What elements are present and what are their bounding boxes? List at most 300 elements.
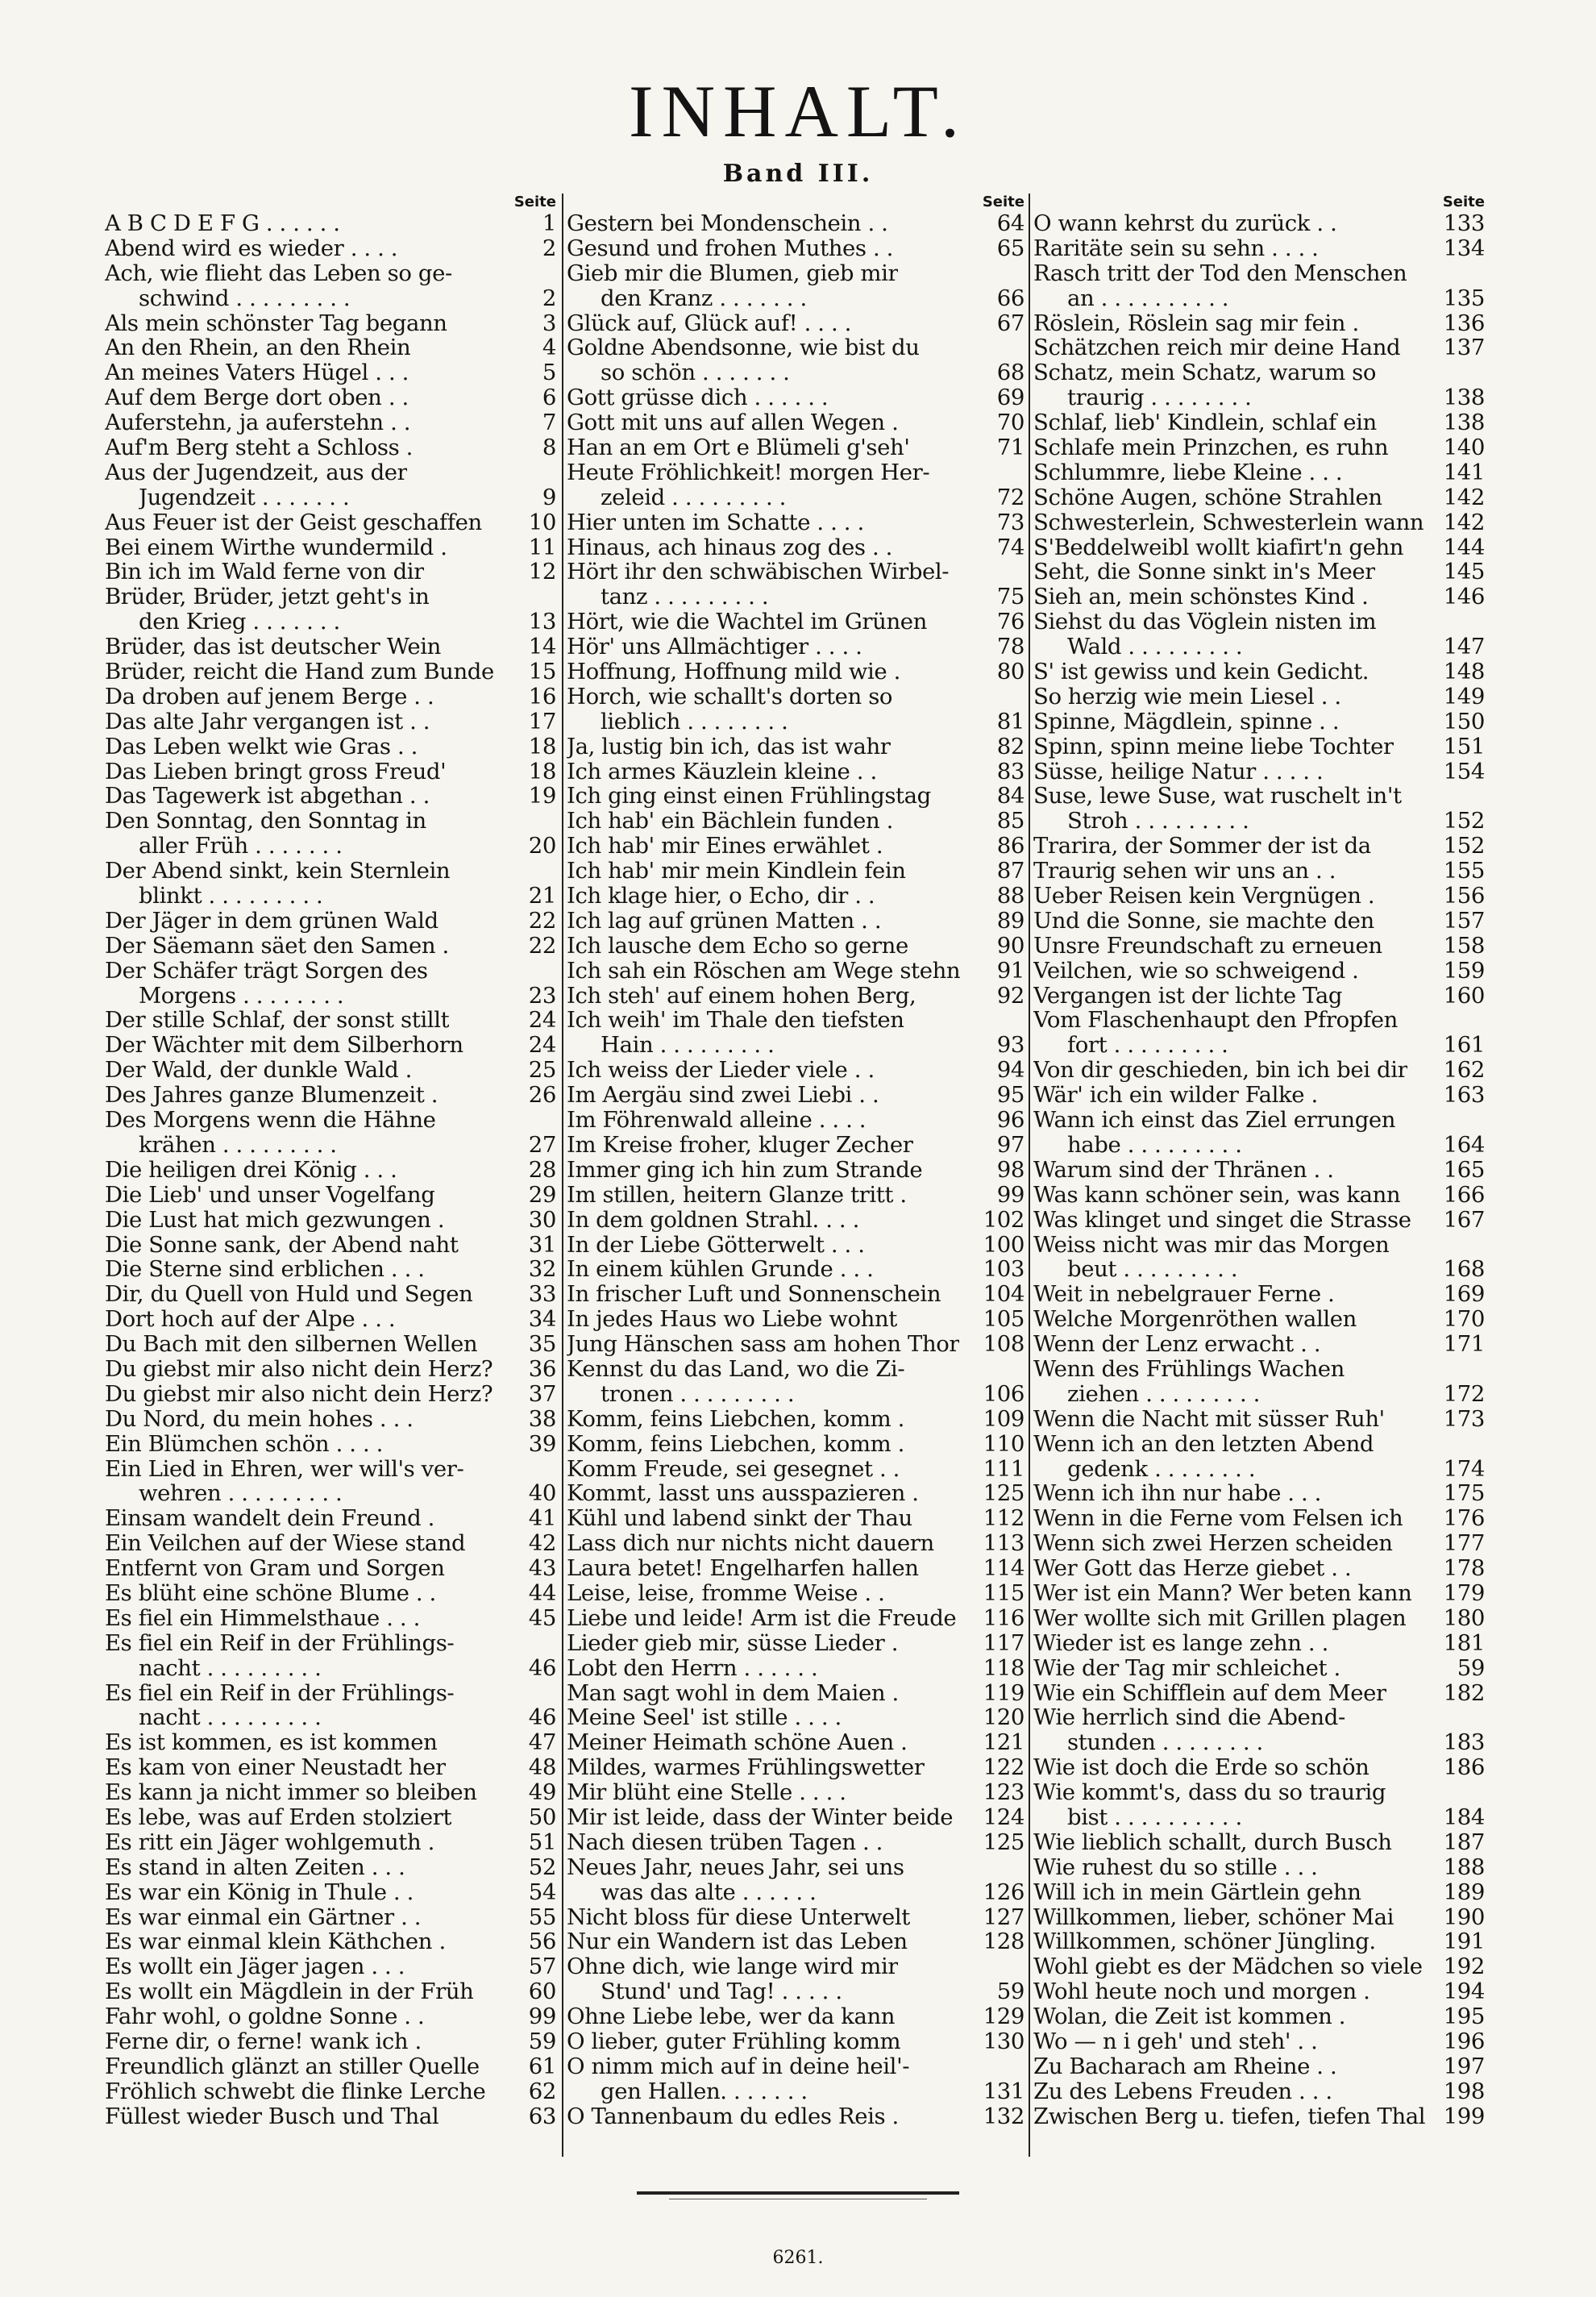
- index-entry: [567, 1481, 1025, 1506]
- entry-title: bist . . . . . . . . . .: [1067, 1805, 1242, 1830]
- index-entry: [567, 410, 1025, 435]
- entry-page-number: 41: [528, 1506, 556, 1532]
- entry-title: Der Schäfer trägt Sorgen des: [105, 958, 428, 984]
- entry-page-number: 46: [528, 1705, 556, 1731]
- entry-title: Es stand in alten Zeiten . . .: [105, 1854, 405, 1880]
- page-header-label: Seite: [982, 193, 1025, 210]
- index-entry: [567, 485, 1025, 510]
- entry-page-number: 147: [1443, 635, 1485, 660]
- entry-title: Es war einmal ein Gärtner . .: [105, 1904, 422, 1930]
- entry-title: Wer Gott das Herze giebet . .: [1033, 1556, 1352, 1581]
- entry-page-number: 191: [1443, 1929, 1485, 1955]
- entry-title: Zwischen Berg u. tiefen, tiefen Thal: [1033, 2104, 1426, 2129]
- entry-page-number: 16: [528, 684, 556, 709]
- entry-page-number: 162: [1443, 1058, 1485, 1084]
- entry-page-number: 67: [996, 310, 1025, 336]
- entry-page-number: 49: [528, 1780, 556, 1805]
- entry-page-number: 32: [528, 1257, 556, 1283]
- index-entry: [105, 1730, 556, 1755]
- index-entry: [1033, 1506, 1485, 1531]
- entry-page-number: 130: [983, 2029, 1025, 2054]
- index-entry: [1033, 1556, 1485, 1581]
- index-entry: [1033, 1282, 1485, 1307]
- index-entry: [1033, 311, 1485, 336]
- entry-title: Des Morgens wenn die Hähne: [105, 1108, 436, 1133]
- entry-page-number: 59: [528, 2029, 556, 2054]
- entry-page-number: 169: [1443, 1282, 1485, 1308]
- index-entry: [105, 236, 556, 261]
- index-entry: [567, 759, 1025, 784]
- entry-title: Man sagt wohl in dem Maien .: [567, 1680, 899, 1706]
- index-entry: [105, 1954, 556, 1979]
- index-entry: [567, 610, 1025, 635]
- index-entry: [567, 1880, 1025, 1905]
- entry-page-number: 175: [1443, 1481, 1485, 1507]
- index-entry: [567, 1556, 1025, 1581]
- entry-page-number: 125: [983, 1481, 1025, 1507]
- entry-page-number: 21: [528, 884, 556, 909]
- entry-title: Wenn des Frühlings Wachen: [1033, 1356, 1345, 1382]
- entry-title: Ach, wie flieht das Leben so ge-: [105, 260, 452, 286]
- entry-page-number: 75: [996, 585, 1025, 610]
- entry-title: Des Jahres ganze Blumenzeit .: [105, 1083, 438, 1109]
- entry-title: Ich hab' mir mein Kindlein fein: [567, 859, 906, 884]
- entry-page-number: 142: [1443, 485, 1485, 510]
- entry-title: Bei einem Wirthe wundermild .: [105, 535, 447, 560]
- index-entry: [105, 1681, 556, 1706]
- index-entry: [105, 360, 556, 385]
- entry-title: Im Aergäu sind zwei Liebi . .: [567, 1083, 879, 1109]
- index-entry: [105, 1457, 556, 1482]
- index-entry: [105, 1880, 556, 1905]
- entry-title: Ich sah ein Röschen am Wege stehn: [567, 958, 961, 984]
- index-entry: [1033, 734, 1485, 759]
- entry-title: Heute Fröhlichkeit! morgen Her-: [567, 460, 930, 485]
- entry-title: Der stille Schlaf, der sonst stillt: [105, 1008, 450, 1034]
- index-entry: [105, 261, 556, 286]
- index-entry: [1033, 335, 1485, 360]
- entry-page-number: 47: [528, 1730, 556, 1756]
- index-entry: [105, 485, 556, 510]
- entry-title: Die Lieb' und unser Vogelfang: [105, 1182, 435, 1208]
- entry-page-number: 31: [528, 1232, 556, 1258]
- entry-page-number: 19: [528, 784, 556, 809]
- entry-page-number: 195: [1443, 2004, 1485, 2030]
- entry-title: Röslein, Röslein sag mir fein .: [1033, 310, 1359, 336]
- index-entry: [567, 510, 1025, 535]
- index-entry: [1033, 1108, 1485, 1133]
- index-entry: [105, 1531, 556, 1556]
- index-entry: [567, 1531, 1025, 1556]
- entry-page-number: 97: [996, 1132, 1025, 1158]
- index-entry: [105, 410, 556, 435]
- entry-page-number: 3: [542, 310, 556, 336]
- index-entry: [105, 2029, 556, 2054]
- entry-page-number: 124: [983, 1805, 1025, 1830]
- index-entry: [105, 1631, 556, 1656]
- entry-page-number: 177: [1443, 1531, 1485, 1557]
- index-entry: [1033, 1780, 1485, 1805]
- index-entry: [567, 1631, 1025, 1656]
- entry-title: An meines Vaters Hügel . . .: [105, 360, 409, 386]
- footer-rule: [637, 2191, 959, 2195]
- entry-page-number: 43: [528, 1556, 556, 1581]
- entry-page-number: 93: [996, 1033, 1025, 1059]
- entry-title: Die Sterne sind erblichen . . .: [105, 1257, 425, 1283]
- entry-title: O wann kehrst du zurück . .: [1033, 211, 1337, 236]
- entry-page-number: 178: [1443, 1556, 1485, 1581]
- index-entry: [567, 435, 1025, 460]
- index-entry: [567, 1606, 1025, 1631]
- index-entry: [1033, 360, 1485, 385]
- entry-title: Nicht bloss für diese Unterwelt: [567, 1904, 910, 1930]
- entry-page-number: 156: [1443, 884, 1485, 909]
- entry-title: Es kam von einer Neustadt her: [105, 1755, 446, 1781]
- entry-title: Mir blüht eine Stelle . . . .: [567, 1780, 846, 1805]
- index-entry: [1033, 784, 1485, 809]
- entry-page-number: 25: [528, 1058, 556, 1084]
- entry-title: Immer ging ich hin zum Strande: [567, 1157, 923, 1183]
- entry-title: Hinaus, ach hinaus zog des . .: [567, 535, 892, 560]
- index-entry: [105, 809, 556, 834]
- entry-title: Ich klage hier, o Echo, dir . .: [567, 884, 875, 909]
- entry-page-number: 94: [996, 1058, 1025, 1084]
- entry-title: nacht . . . . . . . . .: [139, 1705, 322, 1731]
- entry-page-number: 38: [528, 1406, 556, 1432]
- entry-title: Es wollt ein Jäger jagen . . .: [105, 1954, 405, 1980]
- entry-title: Jung Hänschen sass am hohen Thor: [567, 1332, 960, 1357]
- entry-title: Ja, lustig bin ich, das ist wahr: [567, 734, 891, 759]
- entry-title: Den Sonntag, den Sonntag in: [105, 809, 426, 834]
- entry-page-number: 120: [983, 1705, 1025, 1731]
- entry-title: Auf'm Berg steht a Schloss .: [105, 435, 413, 460]
- entry-page-number: 44: [528, 1580, 556, 1606]
- entry-title: Die heiligen drei König . . .: [105, 1157, 397, 1183]
- index-entry: [1033, 1158, 1485, 1183]
- entry-page-number: 141: [1443, 460, 1485, 485]
- index-entry: [1033, 460, 1485, 485]
- index-entry: [1033, 2004, 1485, 2029]
- entry-title: Ich armes Käuzlein kleine . .: [567, 759, 877, 784]
- entry-page-number: 17: [528, 709, 556, 734]
- entry-title: Leise, leise, fromme Weise . .: [567, 1580, 885, 1606]
- index-entry: [105, 1183, 556, 1208]
- entry-page-number: 98: [996, 1157, 1025, 1183]
- entry-page-number: 69: [996, 385, 1025, 411]
- entry-page-number: 196: [1443, 2029, 1485, 2054]
- entry-page-number: 186: [1443, 1755, 1485, 1781]
- entry-title: Mildes, warmes Frühlingswetter: [567, 1755, 925, 1781]
- entry-page-number: 15: [528, 660, 556, 685]
- entry-title: Horch, wie schallt's dorten so: [567, 684, 893, 709]
- entry-title: So herzig wie mein Liesel . .: [1033, 684, 1341, 709]
- index-entry: [567, 1033, 1025, 1058]
- entry-title: Wieder ist es lange zehn . .: [1033, 1630, 1328, 1656]
- entry-title: Der Wald, der dunkle Wald .: [105, 1058, 412, 1084]
- entry-title: Hier unten im Schatte . . . .: [567, 510, 864, 535]
- entry-page-number: 13: [528, 610, 556, 635]
- entry-page-number: 165: [1443, 1157, 1485, 1183]
- index-entry: [567, 660, 1025, 685]
- entry-title: so schön . . . . . . .: [601, 360, 790, 386]
- entry-title: O Tannenbaum du edles Reis .: [567, 2104, 899, 2129]
- index-entry: [1033, 2029, 1485, 2054]
- page-title: INHALT.: [628, 70, 968, 152]
- index-entry: [1033, 884, 1485, 909]
- index-entry: [567, 959, 1025, 984]
- index-entry: [105, 1929, 556, 1954]
- entry-page-number: 132: [983, 2104, 1025, 2129]
- index-entry: [567, 784, 1025, 809]
- index-entry: [105, 1083, 556, 1108]
- entry-title: Raritäte sein su sehn . . . .: [1033, 235, 1319, 261]
- entry-title: Wär' ich ein wilder Falke .: [1033, 1083, 1318, 1109]
- entry-title: Im Kreise froher, kluger Zecher: [567, 1132, 913, 1158]
- entry-title: tanz . . . . . . . . .: [601, 585, 769, 610]
- entry-title: Spinn, spinn meine liebe Tochter: [1033, 734, 1394, 759]
- index-entry: [105, 1208, 556, 1233]
- index-entry: [105, 909, 556, 934]
- entry-title: Wie lieblich schallt, durch Busch: [1033, 1829, 1392, 1855]
- index-entry: [1033, 1755, 1485, 1780]
- entry-title: Hör' uns Allmächtiger . . . .: [567, 635, 862, 660]
- index-entry: [1033, 1357, 1485, 1382]
- index-entry: [105, 2004, 556, 2029]
- entry-title: den Kranz . . . . . . .: [601, 285, 807, 311]
- index-entry: [105, 1133, 556, 1158]
- entry-title: Es wollt ein Mägdlein in der Früh: [105, 1979, 474, 2005]
- entry-title: Brüder, reicht die Hand zum Bunde: [105, 660, 494, 685]
- entry-page-number: 95: [996, 1083, 1025, 1109]
- index-entry: [1033, 261, 1485, 286]
- entry-title: Seht, die Sonne sinkt in's Meer: [1033, 560, 1376, 585]
- entry-title: blinkt . . . . . . . . .: [139, 884, 323, 909]
- index-entry: [105, 2054, 556, 2079]
- index-entry: [567, 709, 1025, 734]
- index-entry: [567, 1009, 1025, 1034]
- index-entry: [567, 1730, 1025, 1755]
- entry-title: Rasch tritt der Tod den Menschen: [1033, 260, 1407, 286]
- entry-title: Bin ich im Wald ferne von dir: [105, 560, 424, 585]
- entry-page-number: 84: [996, 784, 1025, 809]
- entry-title: Aus Feuer ist der Geist geschaffen: [105, 510, 482, 535]
- index-entry: [1033, 1332, 1485, 1357]
- entry-title: O lieber, guter Frühling komm: [567, 2029, 901, 2054]
- entry-title: An den Rhein, an den Rhein: [105, 335, 411, 361]
- entry-page-number: 78: [996, 635, 1025, 660]
- entry-title: Welche Morgenröthen wallen: [1033, 1307, 1357, 1333]
- entry-title: Ohne dich, wie lange wird mir: [567, 1954, 899, 1980]
- index-entry: [105, 884, 556, 909]
- entry-page-number: 2: [542, 285, 556, 311]
- entry-page-number: 28: [528, 1157, 556, 1183]
- index-entry: [567, 335, 1025, 360]
- index-entry: [105, 685, 556, 709]
- entry-title: Spinne, Mägdlein, spinne . .: [1033, 709, 1340, 734]
- entry-page-number: 2: [542, 235, 556, 261]
- entry-page-number: 183: [1443, 1730, 1485, 1756]
- index-entry: [1033, 560, 1485, 585]
- index-entry: [1033, 1730, 1485, 1755]
- entry-page-number: 138: [1443, 410, 1485, 436]
- index-entry: [105, 1905, 556, 1930]
- entry-page-number: 46: [528, 1655, 556, 1681]
- entry-title: Hoffnung, Hoffnung mild wie .: [567, 660, 900, 685]
- index-entry: [1033, 1581, 1485, 1606]
- entry-page-number: 136: [1443, 310, 1485, 336]
- index-entry: [567, 1133, 1025, 1158]
- index-entry: [1033, 1257, 1485, 1282]
- entry-title: den Krieg . . . . . . .: [139, 610, 340, 635]
- entry-title: Der Säemann säet den Samen .: [105, 933, 449, 959]
- entry-page-number: 35: [528, 1332, 556, 1357]
- entry-title: nacht . . . . . . . . .: [139, 1655, 322, 1681]
- entry-page-number: 142: [1443, 510, 1485, 535]
- index-entry: [1033, 535, 1485, 560]
- entry-title: Und die Sonne, sie machte den: [1033, 908, 1374, 934]
- entry-title: Siehst du das Vöglein nisten im: [1033, 610, 1377, 635]
- index-entry: [1033, 859, 1485, 884]
- entry-page-number: 82: [996, 734, 1025, 759]
- index-entry: [1033, 1033, 1485, 1058]
- index-entry: [1033, 834, 1485, 859]
- entry-title: Wohl heute noch und morgen .: [1033, 1979, 1370, 2005]
- entry-title: Goldne Abendsonne, wie bist du: [567, 335, 920, 361]
- index-entry: [567, 834, 1025, 859]
- entry-page-number: 76: [996, 610, 1025, 635]
- entry-title: Wer ist ein Mann? Wer beten kann: [1033, 1580, 1412, 1606]
- index-entry: [1033, 1083, 1485, 1108]
- entry-page-number: 187: [1443, 1829, 1485, 1855]
- index-entry: [567, 1208, 1025, 1233]
- entry-page-number: 54: [528, 1879, 556, 1905]
- entry-page-number: 174: [1443, 1456, 1485, 1482]
- entry-title: Hain . . . . . . . . .: [601, 1033, 775, 1059]
- entry-title: traurig . . . . . . . .: [1067, 385, 1252, 411]
- entry-title: Ich ging einst einen Frühlingstag: [567, 784, 931, 809]
- entry-page-number: 59: [996, 1979, 1025, 2005]
- entry-title: Was kann schöner sein, was kann: [1033, 1182, 1401, 1208]
- entry-page-number: 105: [983, 1307, 1025, 1333]
- index-entry: [567, 1233, 1025, 1258]
- index-entry: [105, 1033, 556, 1058]
- entry-page-number: 71: [996, 435, 1025, 460]
- entry-page-number: 181: [1443, 1630, 1485, 1656]
- index-entry: [567, 1830, 1025, 1855]
- entry-page-number: 63: [528, 2104, 556, 2129]
- index-entry: [1033, 1432, 1485, 1457]
- entry-page-number: 122: [983, 1755, 1025, 1781]
- entry-page-number: 170: [1443, 1307, 1485, 1333]
- entry-title: Fahr wohl, o goldne Sonne . .: [105, 2004, 425, 2030]
- index-entry: [567, 1332, 1025, 1357]
- entry-page-number: 166: [1443, 1182, 1485, 1208]
- entry-page-number: 56: [528, 1929, 556, 1955]
- column-divider-2: [1029, 193, 1030, 2157]
- index-entry: [105, 385, 556, 410]
- entry-page-number: 91: [996, 958, 1025, 984]
- entry-page-number: 4: [542, 335, 556, 361]
- entry-title: Schwesterlein, Schwesterlein wann: [1033, 510, 1424, 535]
- index-entry: [105, 1158, 556, 1183]
- entry-title: Wie ein Schifflein auf dem Meer: [1033, 1680, 1386, 1706]
- index-entry: [105, 1282, 556, 1307]
- index-entry: [1033, 909, 1485, 934]
- index-entry: [105, 834, 556, 859]
- entry-title: Da droben auf jenem Berge . .: [105, 684, 434, 709]
- index-entry: [1033, 485, 1485, 510]
- entry-page-number: 68: [996, 360, 1025, 386]
- entry-title: Ich hab' ein Bächlein funden .: [567, 809, 893, 834]
- index-entry: [1033, 385, 1485, 410]
- entry-title: wehren . . . . . . . . .: [139, 1481, 343, 1507]
- entry-title: Lass dich nur nichts nicht dauern: [567, 1531, 934, 1557]
- entry-title: Im Föhrenwald alleine . . . .: [567, 1108, 867, 1133]
- entry-title: Zu Bacharach am Rheine . .: [1033, 2054, 1337, 2079]
- entry-page-number: 100: [983, 1232, 1025, 1258]
- entry-title: Ein Blümchen schön . . . .: [105, 1431, 383, 1457]
- index-entry: [1033, 1382, 1485, 1407]
- index-entry: [105, 859, 556, 884]
- entry-page-number: 171: [1443, 1332, 1485, 1357]
- entry-title: Aus der Jugendzeit, aus der: [105, 460, 408, 485]
- entry-title: Glück auf, Glück auf! . . . .: [567, 310, 852, 336]
- footer-number: 6261.: [772, 2248, 824, 2268]
- entry-title: Du giebst mir also nicht dein Herz?: [105, 1356, 493, 1382]
- index-entry: [105, 1556, 556, 1581]
- entry-title: Willkommen, schöner Jüngling.: [1033, 1929, 1376, 1955]
- index-entry: [567, 1382, 1025, 1407]
- entry-title: Süsse, heilige Natur . . . . .: [1033, 759, 1324, 784]
- entry-title: Wohl giebt es der Mädchen so viele: [1033, 1954, 1423, 1980]
- index-entry: [567, 1979, 1025, 2004]
- index-entry: [1033, 1457, 1485, 1482]
- index-entry: [105, 734, 556, 759]
- entry-title: In dem goldnen Strahl. . . .: [567, 1207, 859, 1233]
- index-entry: [1033, 660, 1485, 685]
- index-column-1: [105, 193, 556, 2129]
- entry-page-number: 113: [983, 1531, 1025, 1557]
- entry-title: Wie ist doch die Erde so schön: [1033, 1755, 1369, 1781]
- index-entry: [105, 1407, 556, 1432]
- index-entry: [105, 1855, 556, 1880]
- entry-title: schwind . . . . . . . . .: [139, 285, 351, 311]
- entry-title: Vergangen ist der lichte Tag: [1033, 983, 1343, 1009]
- entry-page-number: 159: [1443, 958, 1485, 984]
- entry-page-number: 190: [1443, 1904, 1485, 1930]
- entry-page-number: 6: [542, 385, 556, 411]
- index-entry: [1033, 2054, 1485, 2079]
- entry-title: Wer wollte sich mit Grillen plagen: [1033, 1605, 1407, 1631]
- entry-title: Dir, du Quell von Huld und Segen: [105, 1282, 473, 1308]
- index-entry: [1033, 510, 1485, 535]
- entry-page-number: 99: [996, 1182, 1025, 1208]
- entry-page-number: 176: [1443, 1506, 1485, 1532]
- index-entry: [105, 1108, 556, 1133]
- index-entry: [567, 1407, 1025, 1432]
- index-entry: [567, 360, 1025, 385]
- index-entry: [567, 859, 1025, 884]
- index-entry: [105, 610, 556, 635]
- entry-page-number: 198: [1443, 2079, 1485, 2104]
- entry-title: Die Sonne sank, der Abend naht: [105, 1232, 459, 1258]
- index-entry: [105, 335, 556, 360]
- entry-title: Einsam wandelt dein Freund .: [105, 1506, 434, 1532]
- entry-page-number: 150: [1443, 709, 1485, 734]
- entry-title: Liebe und leide! Arm ist die Freude: [567, 1605, 957, 1631]
- index-entry: [567, 385, 1025, 410]
- entry-title: Es ritt ein Jäger wohlgemuth .: [105, 1829, 434, 1855]
